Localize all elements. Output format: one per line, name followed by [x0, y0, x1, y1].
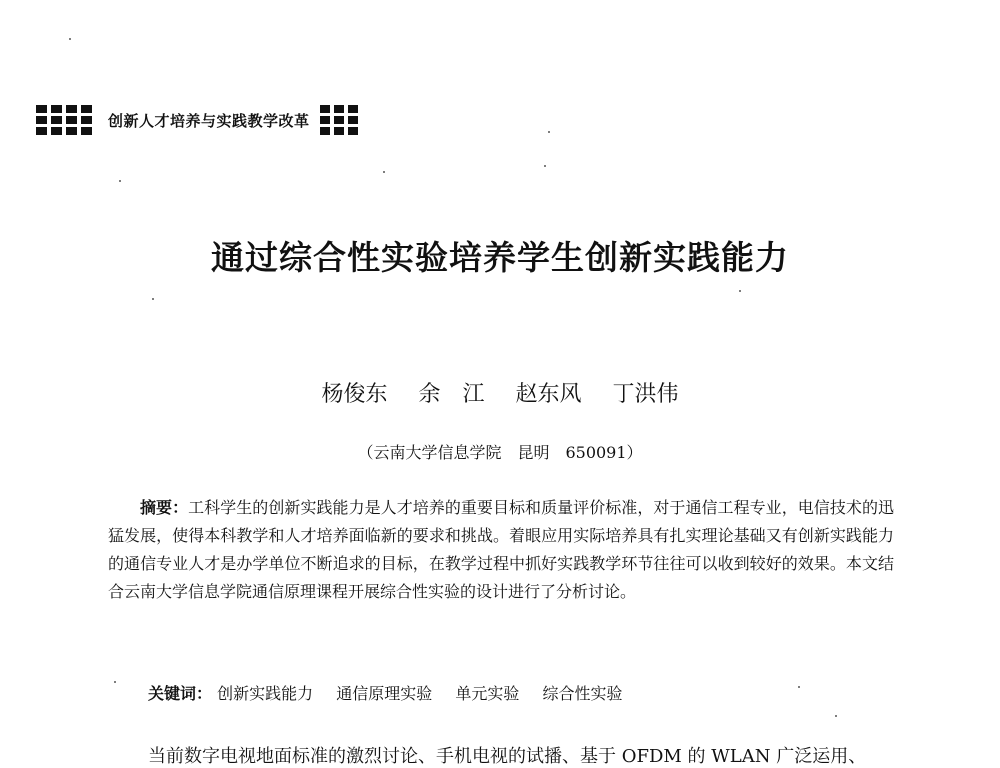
decorative-blocks-right — [320, 105, 358, 135]
scan-speck — [152, 298, 154, 300]
scan-speck — [114, 681, 116, 683]
decorative-blocks-left — [36, 105, 92, 135]
keywords — [148, 681, 640, 704]
author-name: 赵东风 — [515, 382, 582, 407]
scan-speck — [739, 290, 741, 292]
author-name: 杨俊东 — [321, 382, 388, 407]
keyword: 创新实践能力 — [217, 684, 314, 703]
keyword: 单元实验 — [455, 684, 520, 703]
scan-speck — [119, 180, 121, 182]
author-name: 余 江 — [418, 382, 485, 407]
scan-speck — [383, 171, 385, 173]
keyword: 通信原理实验 — [336, 684, 433, 703]
abstract-text: 工科学生的创新实践能力是人才培养的重要目标和质量评价标准，对于通信工程专业，电信技术的迅猛发展，使得本科教学和人才培养面临新的要求和挑战。着眼应用实际培养具有扎实理论基础又有创新实践能力的通信专业人才是办学单位不断追求的目标，在教学过程中抓好实践教学环节往往可以收到较好的效果。本文结合云南大学信息学院通信原理课程开展综合性实验的设计进行了分析讨论。 — [108, 498, 894, 601]
scan-speck — [835, 715, 837, 717]
author-name: 丁洪伟 — [612, 382, 679, 407]
paper-title: 通过综合性实验培养学生创新实践能力 — [211, 238, 789, 277]
scan-speck — [544, 165, 546, 167]
scan-speck — [69, 38, 71, 40]
affiliation: （云南大学信息学院 昆明 650091） — [357, 443, 643, 462]
scan-speck — [548, 131, 550, 133]
keyword: 综合性实验 — [542, 684, 623, 703]
abstract-label: 摘要： — [140, 498, 189, 517]
section-header — [36, 103, 358, 137]
section-header-text: 创新人才培养与实践教学改革 — [108, 111, 310, 130]
author-list — [0, 377, 1000, 408]
scan-speck — [798, 686, 800, 688]
body-text-line: 当前数字电视地面标准的激烈讨论、手机电视的试播、基于 OFDM 的 WLAN 广泛运用、 — [148, 746, 867, 767]
abstract — [108, 494, 894, 606]
keywords-label: 关键词： — [148, 684, 213, 703]
